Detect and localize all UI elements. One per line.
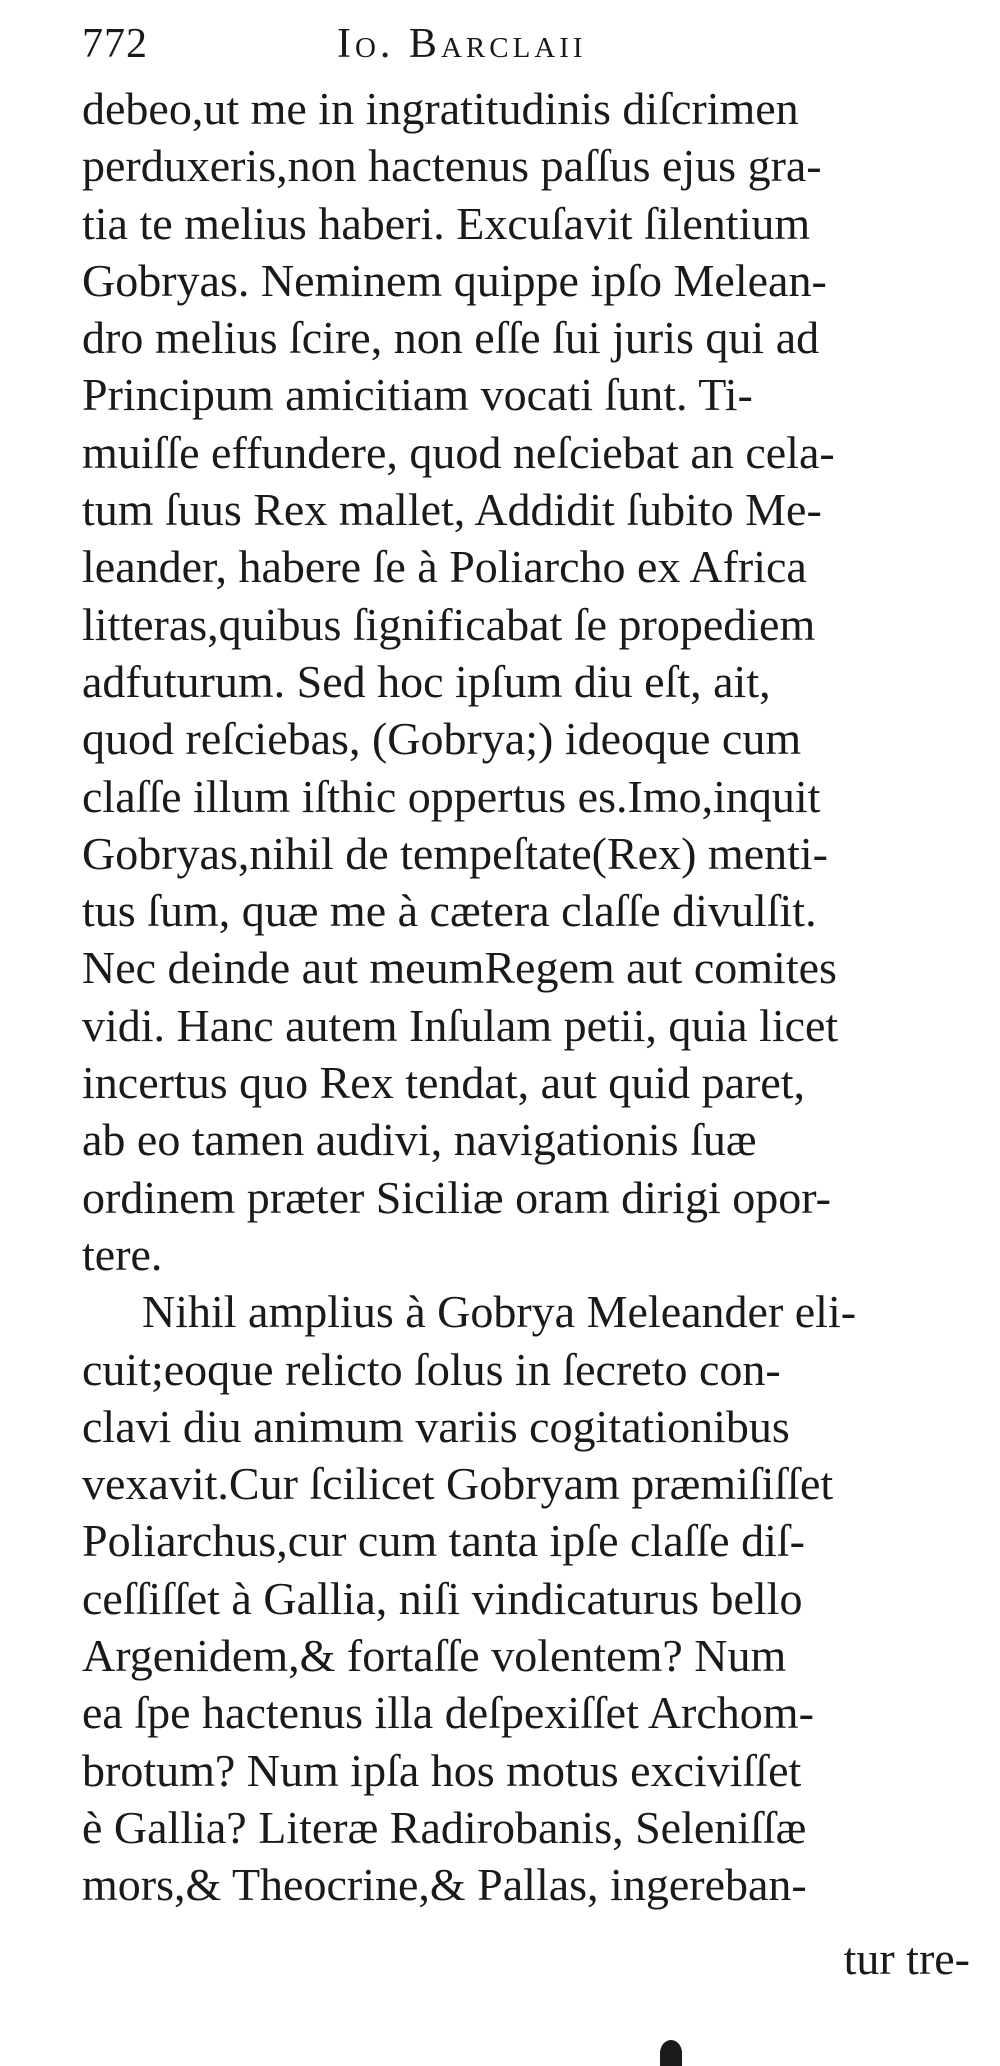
text-line: Nihil amplius à Gobrya Meleander eli- [142,1286,857,1338]
text-line: vidi. Hanc autem Inſulam petii, quia licet [82,999,839,1051]
text-line: tere. [82,1228,163,1280]
text-line: Principum amicitiam vocati ſunt. Ti- [82,369,753,421]
text-line: Gobryas,nihil de tempeſtate(Rex) menti- [82,827,828,879]
text-line: leander, habere ſe à Poliarcho ex Africa [82,541,807,593]
text-line: ordinem præter Siciliæ oram dirigi opor- [82,1171,832,1223]
page-header [82,14,922,74]
text-line: vexavit.Cur ſcilicet Gobryam præmiſiſſet [82,1458,834,1510]
text-line: Poliarchus,cur cum tanta ipſe claſſe diſ- [82,1515,805,1567]
text-line: adfuturum. Sed hoc ipſum diu eſt, ait, [82,655,771,707]
text-line: incertus quo Rex tendat, aut quid paret, [82,1057,806,1109]
text-line: ea ſpe hactenus illa deſpexiſſet Archom- [82,1687,814,1739]
text-line: tum ſuus Rex mallet, Addidit ſubito Me- [82,484,822,536]
text-line: Gobryas. Neminem quippe ipſo Melean- [82,254,827,306]
text-line: dro melius ſcire, non eſſe ſui juris qui ad [82,312,820,364]
text-line: quod reſciebas, (Gobrya;) ideoque cum [82,713,802,765]
text-line: muiſſe effundere, quod neſciebat an cela- [82,426,835,478]
text-line: clavi diu animum variis cogitationibus [82,1400,790,1452]
text-line: debeo,ut me in ingratitudinis diſcrimen [82,83,799,134]
paragraph-2 [82,1283,972,1913]
text-line: tia te melius haberi. Excuſavit ſilentium [82,197,811,249]
running-head: Io. Barclaii [337,21,587,67]
text-line: cuit;eoque relicto ſolus in ſecreto con- [82,1343,781,1395]
body-text [82,80,972,1914]
ink-mark-ornament [660,2040,682,2066]
text-line: Argenidem,& fortaſſe volentem? Num [82,1630,787,1682]
text-line: brotum? Num ipſa hos motus exciviſſet [82,1744,802,1796]
text-line: litteras,quibus ſignificabat ſe propediem [82,598,816,650]
text-line: tus ſum, quæ me à cætera claſſe divulſit. [82,885,817,937]
text-line: Nec deinde aut meumRegem aut comites [82,942,837,994]
text-line: mors,& Theocrine,& Pallas, ingereban- [82,1859,807,1911]
text-line: ab eo tamen audivi, navigationis ſuæ [82,1114,757,1166]
paragraph-1 [82,80,972,1283]
text-line: ceſſiſſet à Gallia, niſi vindicaturus bello [82,1572,803,1624]
page-number: 772 [82,21,148,67]
text-line: perduxeris,non hactenus paſſus ejus gra- [82,140,822,192]
text-line: claſſe illum iſthic oppertus es.Imo,inquit [82,770,821,822]
catchword: tur tre- [843,1933,970,1984]
text-line: è Gallia? Literæ Radirobanis, Seleniſſæ [82,1801,807,1853]
